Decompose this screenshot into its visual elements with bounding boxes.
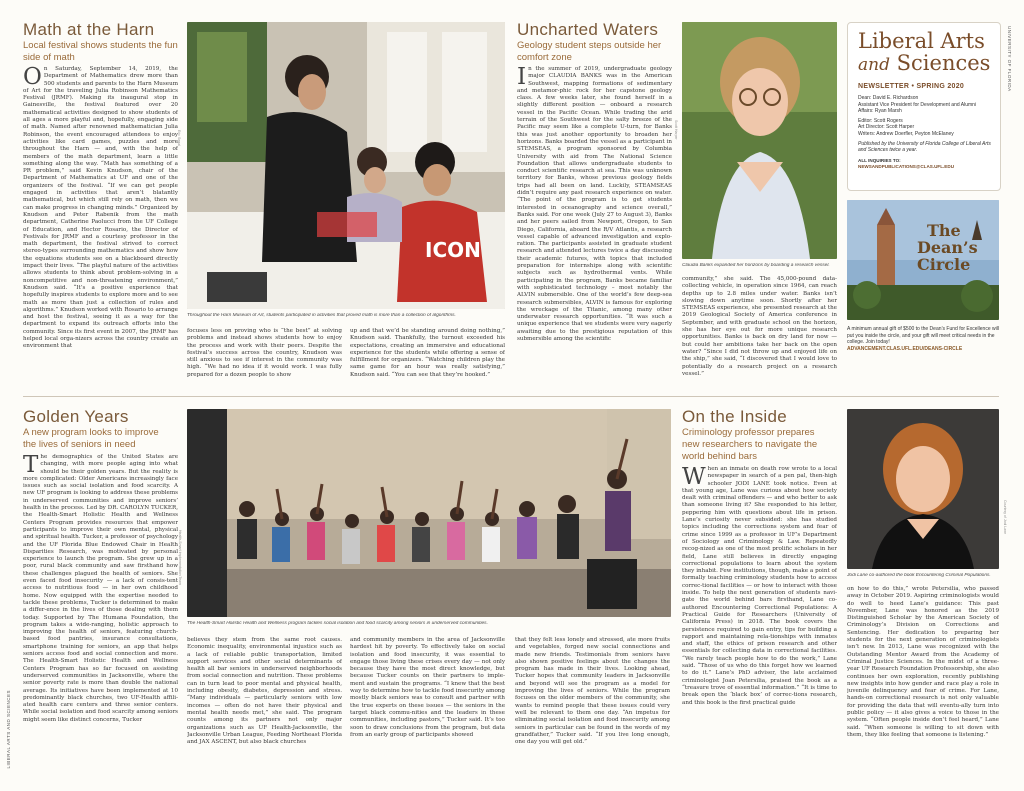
golden-body-col1: The demographics of the United States are changing, with more people aging into what should be their golden years. But the reality is more complicated: Older Americans increasingly face issues such as social isolation and food scarcity. A new UF program is looking to address these problems in underserved communities and improve seniors’ health in the process. Led by DR. CAROLYN TUCKER, the Health-Smart Holistic Health and Wellness Centers Program provides resources that empower participants to improve their own mental, physical and spiritual health. Tucker, a professor of psychology and the UF Florida Blue Endowed Chair in Health Disparities Research, was motivated by personal experience to launch the program. She grew up in a poor, rural black community and saw firsthand how these challenges plagued the health of seniors. She even faced food insecurity — a lack of consis-tent access to nutritious food — in her own childhood home. Now equipped with the expertise needed to tackle these problems, Tucker is determined to make a differ-ence in the lives of those dealing with them today. Supported by The Humana Foundation, the program takes a wide-ranging, holistic approach to improving the health of seniors, featuring church-based food pantries, insurance consultations, smartphone training for seniors, an app that helps seniors access food and social connection and more. The Health-Smart Holistic Health and Wellness Centers Program has so far focused on assisting underserved communities in Jacksonville, where the senior poverty rate is more than double the national average. Its initiatives have been implemented at 10 predominantly black churches, two UF-Health affili-ated health care centers and three senior centers. While social isolation and food scarcity among seniors might seem like distinct concerns, Tucker <box>23 454 178 723</box>
masthead-newsletter: NEWSLETTER • SPRING 2020 <box>858 83 965 90</box>
masthead-box <box>847 22 1001 191</box>
masthead-email-link[interactable]: NEWSANDPUBLICATIONS@CLAS.UFL.EDU <box>858 164 955 170</box>
golden-body-col2: believes they stem from the same root causes. Economic inequality, environmental injustice such as a lack of reliable public transportation, limited support services and other social determinants of health all bar seniors in underserved neighborhoods from social connection and nutrition. These problems can in turn lead to poor mental and physical health, including obesity, diabetes, depression and stress. “Many individuals — particularly seniors with low incomes — often do not have their physical and mental health needs met,” she said. The program counts among its partners not only major organizations such as UF Health-Jacksonville, the Jacksonville Urban League, Feeding Northeast Florida and JAX ASCENT, but also black churches <box>187 637 342 746</box>
seniors-photo-credit: Health-Smart Implementation Team <box>178 530 182 585</box>
math-body-col3: up and that we’d be standing around doing nothing,” Knudson said. Thankfully, the turnout exceeded his expectations, creating an immersive and educational experience for the students while offering a sense of fulfillment for organizers. “Watching children play the same game for an hour was really satisfying,” Knudson said. “You can see that they’re hooked.” <box>350 328 505 378</box>
footer-side-label: LIBERAL ARTS AND SCIENCES <box>6 690 11 769</box>
math-body-col1: On Saturday, September 14, 2019, the Department of Mathematics drew more than 500 students and parents to the Harn Museum of Art for the traveling Julia Robinson Mathematics Festival (JRMF). Making its inaugural stop in Gainesville, the festival featured over 20 mathematical activities designed to show students of all ages a more playful and, hopefully, engaging side of math. Named after renowned mathematician Julia Robinson, the event encouraged attendees to enjoy activities like card games, puzzles and more throughout the Harn — and, with the help of members of the math department, learn a little something along the way. “Math has something of a PR problem,” said Kevin Knudson, chair of the Department of Mathematics at UF and one of the organizers of the festival. “If we can get people engaged in activities that aren’t blatantly mathematical, but which still rely on math, then we can make progress in changing minds.” Organized by Knudson and Peter Rabenik from the math department, Catherine Paolucci from the UF College of Education, and Hector Rosario, the Director of Festivals for JRMF and a courtesy professor in the math department, the festival strived to correct stereo-types surrounding mathematics and show how the equations students see on a blackboard directly impact their lives. “The playful nature of the activities allows students to think about problem-solving in a noncompetitive and non-threatening environment,” Knudson said. “It’s a positive experience that hopefully inspires students to explore more and to see math as more than just a collection of rules and algorithms.” Knudson worked with Rosario to arrange and host the festival, seeing it as a way for the department to expand its outreach efforts into the community. Since its first event in 2007, the JRMF has helped local orga-nizers across the country create an environment that <box>23 66 178 350</box>
golden-body-col3: and community members in the area of Jacksonville hardest hit by poverty. To effectively take on social isolation and food insecurity, it was essential to engage those living these crises every day — not only because they have the most direct knowledge, but because Tucker counts on their partners to imple-ment and sustain the programs. “I knew that the best way to determine how to tackle food insecurity among mostly black seniors was to consult and partner with the true experts on these issues — the seniors in the target black commu-nities and the leaders in these communities, including pastors,” Tucker said. It’s too soon to draw conclusions from the program, but data from an early group of participants showed <box>350 637 505 738</box>
waters-body-col2: community,” she said. The 45,000-pound data-collecting vehicle, in operation since 1964, can reach depths up to 2.8 miles under water. Banks isn’t slowing down anytime soon. Shortly after her STEMSEAS experience, she presented research at the 2019 Geological Society of America conference in September, and with graduate school on the horizon, she has her eye out for more unique research opportunities. Banks is back on dry land for now — but could her ambitions take her back on the open water? “Since I did not throw up and enjoyed life on the ship,” she said, “I discovered that I would love to potentially do a research project on a research vessel.” <box>682 276 837 377</box>
waters-drop-cap: I <box>517 66 527 90</box>
math-photo <box>187 22 505 309</box>
masthead-credits: Dean: David E. Richardson Assistant Vice President for Development and Alumni Affairs: Ryan Marsh Editor: Scott Rogers Art Director: Scott Harper Writers: Andrew Doerfler, Peyton McElaney Published by the University of Florida College of Liberal Arts and Sciences twice a year. ALL INQUIRIES TO: NEWSANDPUBLICATIONS@CLAS.UFL.EDU <box>858 95 991 170</box>
inside-title: On the Inside <box>682 407 788 426</box>
banks-photo <box>682 22 837 259</box>
deans-circle-title: The Dean’s Circle <box>917 221 978 274</box>
deans-circle-text: A minimum annual gift of $500 to the Dean’s Fund for Excellence will put you inside the circle, and your gift will meet critical needs in the college. Join today! <box>847 326 999 346</box>
inside-subtitle: Criminology professor prepares new researchers to navigate the world behind bars <box>682 427 818 462</box>
seniors-photo-caption: The Health-Smart Holistic Health and Wellness program tackles social isolation and food scarcity among seniors in underserved communities. <box>187 621 488 626</box>
waters-body-col1: In the summer of 2019, undergraduate geology major CLAUDIA BANKS was in the American Southwest, mapping formations of sedimentary and metamor-phic rock for her capstone geology class. A few weeks later, she found herself in a slightly different position — onboard a research vessel in the Pacific Ocean. While trading the arid terrain of the Southwest for the salty breeze of the Pacific may seem like a complete U-turn, for Banks this was just another opportunity to broaden her horizons. Banks boarded the vessel as a participant in STEMSEAS, a program sponsored by Columbia University with aid from The National Science Foundation that allows undergraduate students to conduct scientific research at sea. This was unknown territory for Banks, whose previous geology fields trips had all been on land. Luckily, STEAMSEAS didn’t require any past research experience on water. “The point of the program is to get students interested in oceanography and science overall,” Banks said. For one week (July 27 to August 3), Banks and her peers sailed from Newport, Oregon, to San Diego, California, aboard the R/V Atlantis, a research vessel capable of advanced investigation and explo-ration. The participants assisted in graduate student research and attended lectures twice a day discussing their academic futures, with topics that included preparation for internships along with scientific subjects such as hydrothermal vents. While participating in the program, Banks became familiar with sophisticated technology – most notably the ALVIN submersible. One of the world’s few deep-sea research submersibles, ALVIN is famous for exploring the wreckage of the Titanic, among many other underwater research opportunities. “It was such a unique experience that we students were very eagerly awaiting due to the prestigious reputation of this submersible among the scientific <box>517 66 672 342</box>
deans-circle-image <box>847 200 999 320</box>
inside-drop-cap: W <box>682 466 706 490</box>
golden-subtitle: A new program looks to improve the lives of seniors in need <box>23 427 159 450</box>
math-photo-credit: Eric Segal <box>177 130 181 146</box>
math-title: Math at the Harn <box>23 20 155 39</box>
banks-photo-caption: Claudia Banks expanded her horizons by boarding a research vessel. <box>682 263 830 268</box>
masthead-title-line1: Liberal Arts <box>858 29 985 53</box>
golden-drop-cap: T <box>23 454 39 478</box>
lane-photo-credit: Courtesy of Jodi Lane <box>1003 500 1007 535</box>
math-subtitle: Local festival shows students the fun side of math <box>23 40 178 63</box>
waters-title: Uncharted Waters <box>517 20 659 39</box>
deans-circle-link[interactable]: ADVANCEMENT.CLAS.UFL.EDU/DEANS-CIRCLE <box>847 346 963 352</box>
section-divider <box>23 396 999 397</box>
seniors-photo <box>187 409 671 617</box>
golden-body-col4: that they felt less lonely and stressed, ate more fruits and vegetables, forged new social connections and made new friends. Testimonials from seniors have also shown positive feelings about the changes the program has made in their lives. Looking ahead, Tucker hopes that community leaders in Jacksonville and beyond will see the program as a model for improving the lives of seniors. While the program focuses on the older members of the community, she wants to remind people that these issues could very well be relevant to them one day. “An impetus for eliminating social isolation and food insecurity among seniors in particular can be found in the words of my grandfather,” Tucker said. “If you live long enough, one day you will get old.” <box>515 637 670 746</box>
math-body-col2: focuses less on proving who is “the best” at solving problems and instead shows students how to enjoy the process and work with their peers. Despite the festival’s success across the country, Knudson was still anxious to see if interest in the community was high. “We had no idea if it would work. I was fully prepared for a dozen people to show <box>187 328 342 378</box>
masthead-title-line2: and Sciences <box>858 51 991 75</box>
masthead-side-label: UNIVERSITY OF FLORIDA <box>1007 26 1012 92</box>
math-photo-caption: Throughout the Harn Museum of Art, students participated in activities that proved math is more than a collection of algorithms. <box>187 313 456 318</box>
waters-subtitle: Geology student steps outside her comfort zone <box>517 40 662 63</box>
inside-body-col2: on how to do this,” wrote Petersilia, who passed away in October 2019. Aspiring criminologists would do well to heed Lane’s guidance: This past November, Lane was honored as the 2019 Distinguished Scholar by the American Society of Criminology’s Division on Corrections and Sentencing. Her dedication to preparing her students for the next generation of criminologists isn’t new. In 2013, Lane was recognized with the Outstanding Mentor Award from the Academy of Criminal Justice Sciences. In the midst of a three-year UF Research Foundation Professorship, she also continues her own exploration, recently publishing new insights into how gender and race play a role in juvenile delinquency and fear of crime. For Lane, hands-on correctional research is not only valuable for providing the data that will eventu-ally turn into public policy — it also gives a voice to those in the system. “Often people inside don’t feel heard,” Lane said. “When someone is willing to sit down with them, they like feeling that someone is listening.” <box>847 586 999 738</box>
inside-body-col1: When an inmate on death row wrote to a local newspaper in search of a pen pal, then-high schooler JODI LANE took notice. Even at that young age, Lane was curious about how society dealt with criminal offenders — and who better to ask than someone living it? She responded to his letter, peppering him with questions about life in prison. Lane’s curiosity never subsided: she has studied topics including the corrections system and fear of crime since 1999 as a professor in UF’s Department of Sociology and Criminology & Law. Repeatedly recog-nized as one of the most prolific scholars in her field, Lane still believes in directly engaging correctional populations to learn about the system they inhabit. Few institutions, though, make a point of formally teaching criminology students how to access correc-tional facilities — or how to interact with those inside. To help the next generation of students navi-gate the world behind bars firsthand, Lane co-authored Encountering Correctional Populations: A Practical Guide for Researchers (University of California Press) in 2018. The book covers the persistence required to gain entry, tips for building a rapport and maintaining rela-tionships with inmates and staff, the ethics of prison research and other essentials for collecting data in correctional facilities. “We rarely teach people how to do the work,” Lane said. “Those of us who do this forget how we learned to do it.” Lane’s PhD adviser, the late acclaimed criminologist Joan Petersilia, praised the book as a “treasure trove of essential information.” “It is time to break open the ‘black box’ of correc-tions research, and this book is the first practical guide <box>682 466 837 706</box>
golden-title: Golden Years <box>23 407 129 426</box>
banks-photo-credit: Scott Harper <box>674 120 678 140</box>
math-drop-cap: O <box>23 66 42 90</box>
lane-photo <box>847 409 999 569</box>
lane-photo-caption: Jodi Lane co-authored the book Encountering Criminal Populations. <box>847 573 991 578</box>
svg-text:ICON: ICON <box>425 238 481 262</box>
